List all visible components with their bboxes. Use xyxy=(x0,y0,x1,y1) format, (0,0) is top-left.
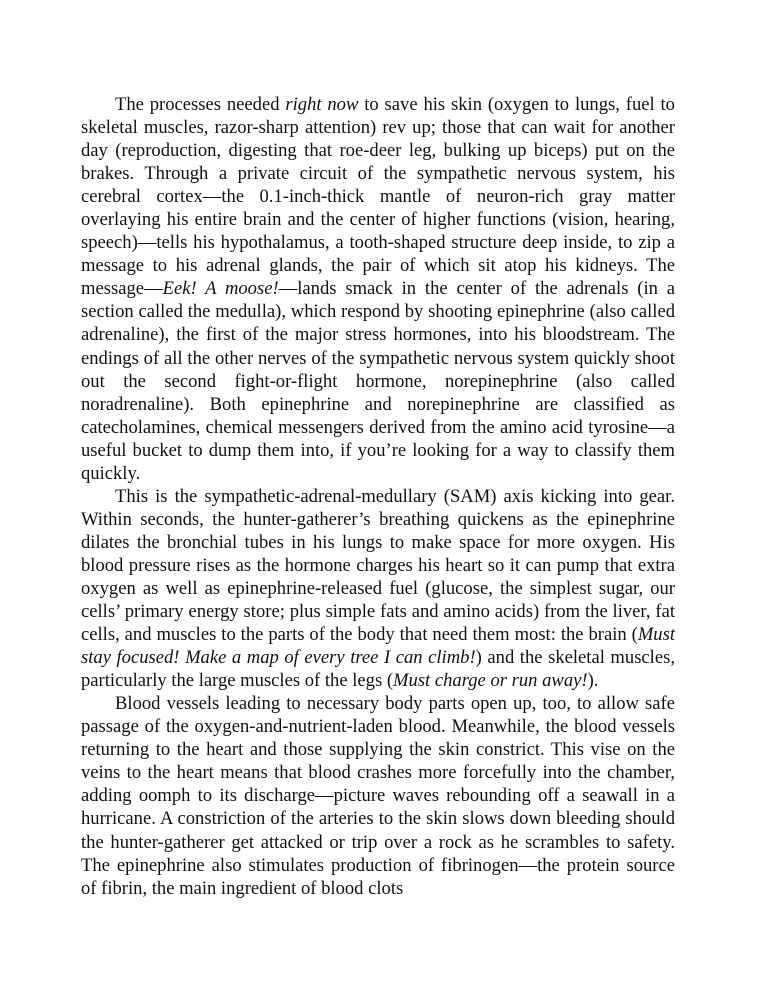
text-segment: —lands smack in the center of the adrenals (in a section called the medulla), which respond by shooting epinephrine (also called adrenaline), the first of the major stress hormones, into his bloodstream. The endings of all the other nerves of the sympathetic nervous system quickly shoot out the second fight-or-flight hormone, norepinephrine (also called noradrenaline). Both epinephrine and norepinephrine are classified as catecholamines, chemical messengers derived from the amino acid tyrosine—a useful bucket to dump them into, if you’re looking for a way to classify them quickly. xyxy=(81,278,675,484)
paragraph-1 xyxy=(81,93,675,485)
text-segment: The processes needed xyxy=(115,94,286,115)
italic-segment: right now xyxy=(285,94,359,115)
body-text xyxy=(81,93,675,900)
text-segment: ). xyxy=(587,670,599,692)
text-segment: Blood vessels leading to necessary body parts open up, too, to allow safe passage of the oxygen-and-nutrient-laden blood. Meanwhile, the blood vessels returning to the heart and those supplying the skin constrict. This vise on the veins to the heart means that blood crashes more forcefully into the chamber, adding oomph to its discharge—picture waves rebounding off a seawall in a hurricane. A constriction of the arteries to the skin slows down bleeding should the hunter-gatherer get attacked or trip over a rock as he scrambles to safety. The epinephrine also stimulates production of fibrinogen—the protein source of fibrin, the main ingredient of blood clots xyxy=(81,693,675,899)
italic-segment: Eek! A moose! xyxy=(162,278,279,300)
italic-segment: Must stay focused! Make a map of every tree I can climb! xyxy=(81,624,675,669)
text-segment: ) and the skeletal muscles, particularly the large muscles of the legs ( xyxy=(81,647,675,692)
paragraph-3 xyxy=(81,692,675,899)
italic-segment: Must charge or run away! xyxy=(393,670,588,692)
text-segment: to save his skin (oxygen to lungs, fuel to skeletal muscles, razor-sharp attention) rev up; those that can wait for another day (reproduction, digesting that roe-deer leg, bulking up biceps) put on the brakes. Through a private circuit of the sympathetic nervous system, his cerebral cortex—the 0.1-inch-thick mantle of neuron-rich gray matter overlaying his entire brain and the center of higher functions (vision, hearing, speech)—tells his hypothalamus, a tooth-shaped structure deep inside, to zip a message to his adrenal glands, the pair of which sit atop his kidneys. The message— xyxy=(81,94,675,300)
paragraph-2 xyxy=(81,485,675,692)
text-segment: This is the sympathetic-adrenal-medullary (SAM) axis kicking into gear. Within seconds, the hunter-gatherer’s breathing quickens as the epinephrine dilates the bronchial tubes in his lungs to make space for more oxygen. His blood pressure rises as the hormone charges his heart so it can pump that extra oxygen as well as epinephrine-released fuel (glucose, the simplest sugar, our cells’ primary energy store; plus simple fats and amino acids) from the liver, fat cells, and muscles to the parts of the body that need them most: the brain ( xyxy=(81,485,675,646)
